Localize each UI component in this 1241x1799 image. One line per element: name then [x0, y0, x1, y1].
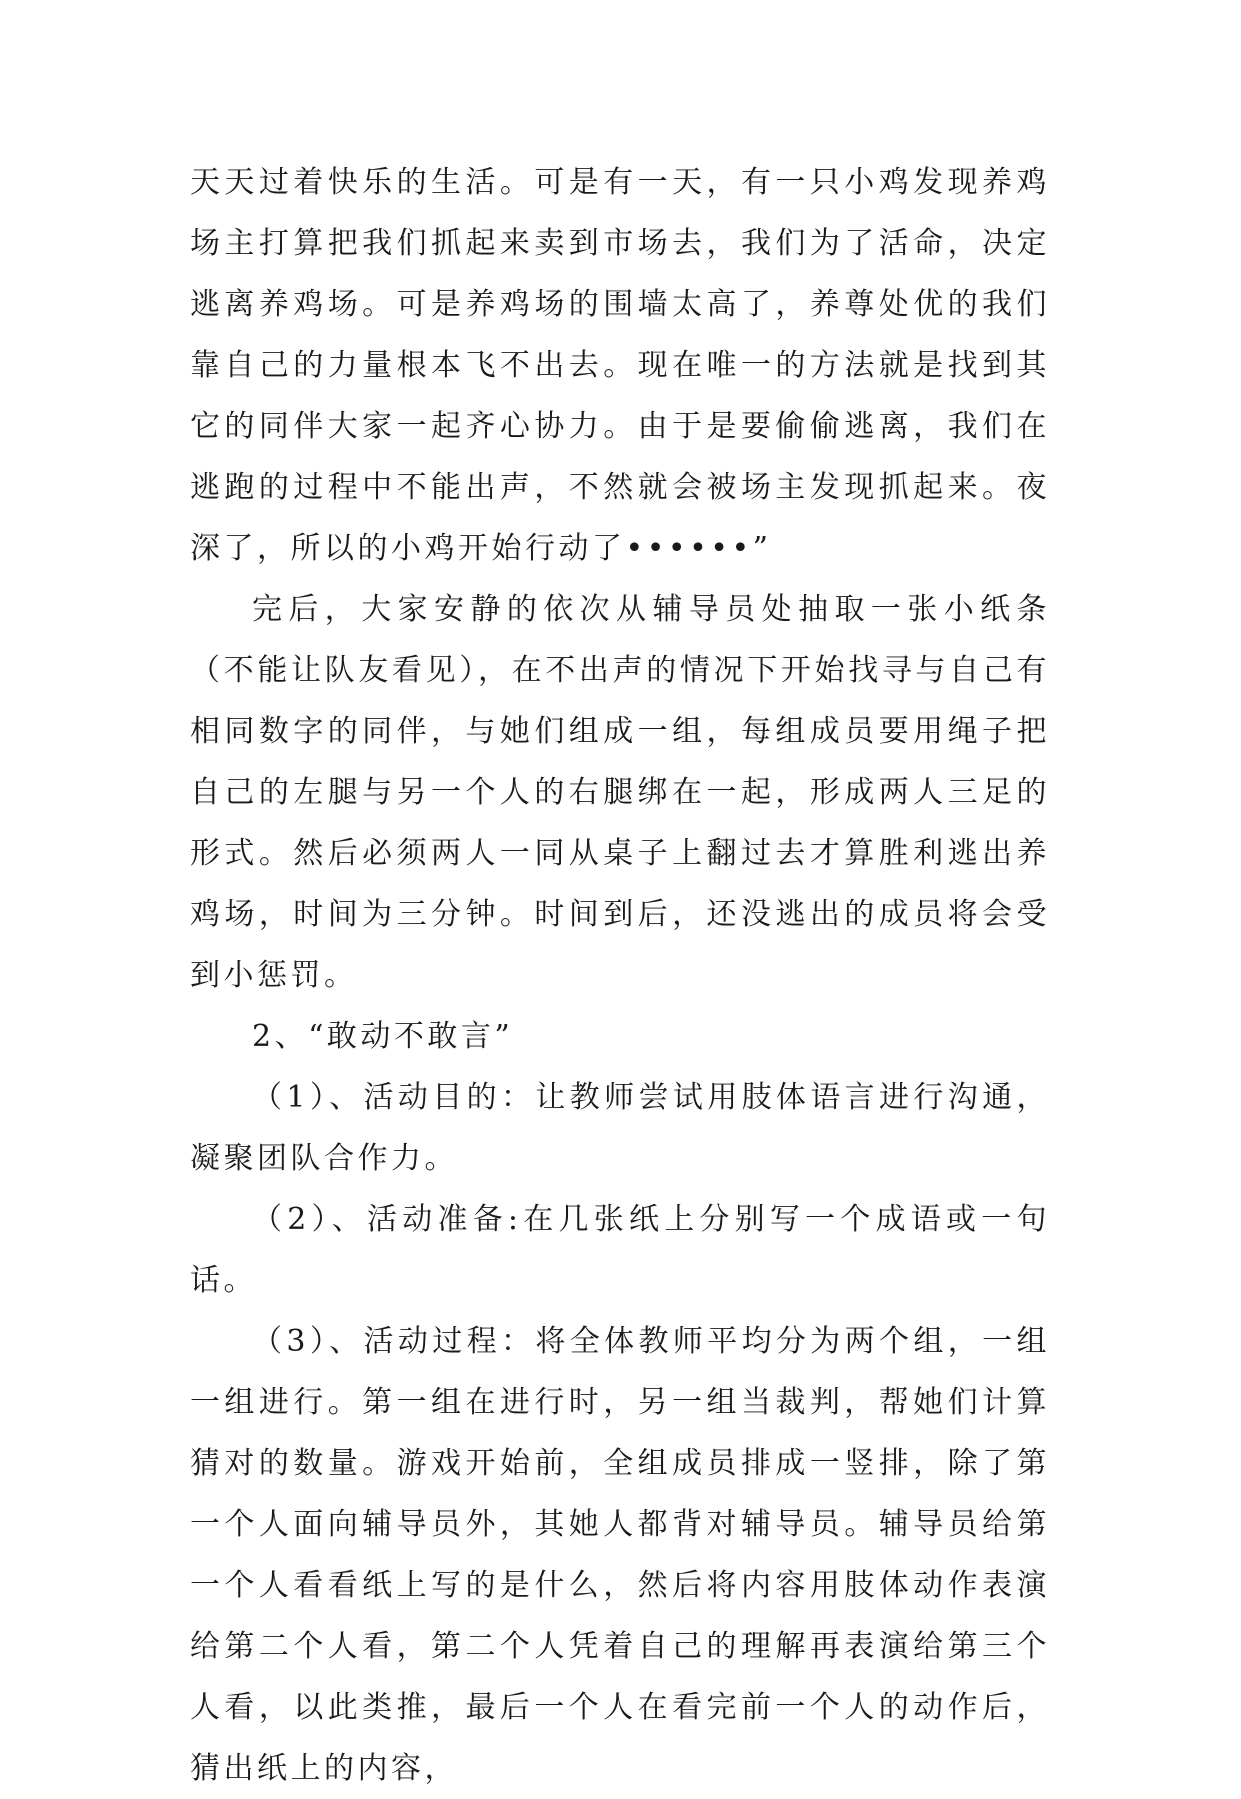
paragraph-activity-preparation: （2）、活动准备:在几张纸上分别写一个成语或一句话。	[190, 1202, 1050, 1298]
paragraph-activity-goal: （1）、活动目的：让教师尝试用肢体语言进行沟通，凝聚团队合作力。	[190, 1080, 1050, 1176]
paragraph-activity-process: （3）、活动过程：将全体教师平均分为两个组，一组一组进行。第一组在进行时，另一组当裁判，帮她们计算猜对的数量。游戏开始前，全组成员排成一竖排，除了第一个人面向辅导员外，其她人都背对辅导员。辅导员给第一个人看看纸上写的是什么，然后将内容用肢体动作表演给第二个人看，第二个人凭着自己的理解再表演给第三个人看，以此类推，最后一个人在看完前一个人的动作后，猜出纸上的内容，	[190, 1324, 1050, 1786]
paragraph-activity-procedure: 完后，大家安静的依次从辅导员处抽取一张小纸条（不能让队友看见），在不出声的情况下开始找寻与自己有相同数字的同伴，与她们组成一组，每组成员要用绳子把自己的左腿与另一个人的右腿绑在一起，形成两人三足的形式。然后必须两人一同从桌子上翻过去才算胜利逃出养鸡场，时间为三分钟。时间到后，还没逃出的成员将会受到小惩罚。	[190, 592, 1050, 993]
paragraph-story-continuation: 天天过着快乐的生活。可是有一天，有一只小鸡发现养鸡场主打算把我们抓起来卖到市场去，我们为了活命，决定逃离养鸡场。可是养鸡场的围墙太高了，养尊处优的我们靠自己的力量根本飞不出去。现在唯一的方法就是找到其它的同伴大家一起齐心协力。由于是要偷偷逃离，我们在逃跑的过程中不能出声，不然就会被场主发现抓起来。夜深了，所以的小鸡开始行动了••••••”	[190, 165, 1050, 566]
document-body	[190, 152, 1050, 1799]
section-heading: 2、“敢动不敢言”	[252, 1019, 514, 1054]
